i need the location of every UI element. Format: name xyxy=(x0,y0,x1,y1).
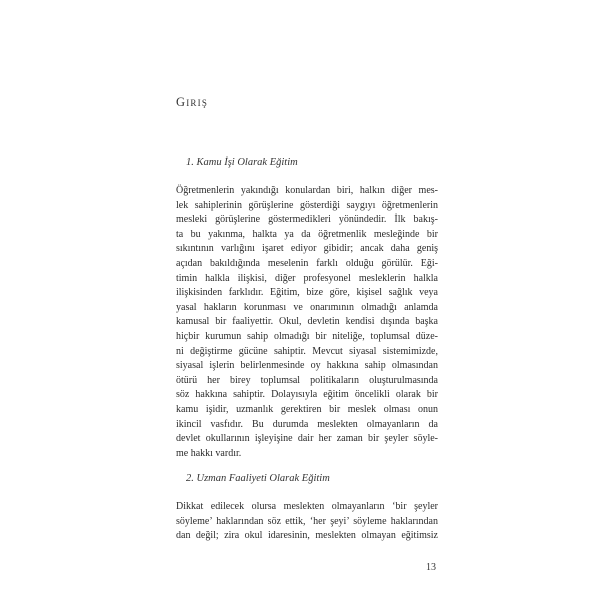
text-line: sıkıntının varlığını işaret ediyor gibidir; ancak daha geniş xyxy=(176,243,438,255)
text-line: Öğretmenlerin yakındığı konulardan biri, halkın diğer mes- xyxy=(176,185,438,196)
text-line: kamu işidir, uzmanlık gerektiren bir meslek olması onun xyxy=(176,403,438,415)
text-line: açıdan bakıldığında meselenin farklı olduğu görülür. Eği- xyxy=(176,257,438,269)
text-line: ni değiştirme gücüne sahiptir. Mevcut siyasal sistemimizde, xyxy=(176,345,438,357)
text-line: siyasal işlerin belirlenmesinde oy hakkına sahip olmasından xyxy=(176,360,438,372)
text-line: hiçbir kurumun sahip olmadığı bir niteliğe, toplumsal düze- xyxy=(176,330,438,342)
text-line: lek sahiplerinin görüşlerine gösterdiği saygıyı öğretmenlerin xyxy=(176,199,438,211)
section-2-paragraph xyxy=(176,500,438,544)
section-title-1: 1. Kamu İşi Olarak Eğitim xyxy=(186,157,298,168)
text-line: ikincil vasfıdır. Bu durumda meslekten olmayanların da xyxy=(176,418,438,430)
text-line: kamusal bir faaliyettir. Okul, devletin kendisi dışında başka xyxy=(176,316,438,328)
section-title-2: 2. Uzman Faaliyeti Olarak Eğitim xyxy=(186,473,330,484)
text-line: ötürü her birey toplumsal politikaların oluşturulmasında xyxy=(176,374,438,386)
text-line: me hakkı vardır. xyxy=(176,447,242,459)
text-line: mesleki görüşlerine göstermedikleri yönündedir. İlk bakış- xyxy=(176,214,438,226)
text-line: söz hakkına sahiptir. Dolayısıyla eğitim öncelikli olarak bir xyxy=(176,389,438,401)
chapter-title: Giriş xyxy=(176,95,209,109)
text-line: timin halkla ilişkisi, diğer profesyonel mesleklerin halkla xyxy=(176,272,438,284)
text-line: devlet okullarının işleyişine dair her zaman bir şeyler söyle- xyxy=(176,433,438,445)
text-line: söyleme’ haklarından söz ettik, ‘her şeyi’ söyleme haklarından xyxy=(176,515,438,527)
section-1-paragraph xyxy=(176,184,438,461)
text-line: ta bu yakınma, halkta ya da öğretmenlik mesleğinde bir xyxy=(176,228,438,240)
text-line: Dikkat edilecek olursa meslekten olmayanların ‘bir şeyler xyxy=(176,501,438,512)
text-line: ilişkisinden farklıdır. Eğitim, bize göre, kişisel sağlık veya xyxy=(176,287,438,299)
text-line: dan değil; zira okul idaresinin, meslekten olmayan eğitimsiz xyxy=(176,530,438,542)
text-line: yasal hakların korunması ve onarımının olmadığı anlamda xyxy=(176,301,438,313)
page-number: 13 xyxy=(426,562,436,573)
